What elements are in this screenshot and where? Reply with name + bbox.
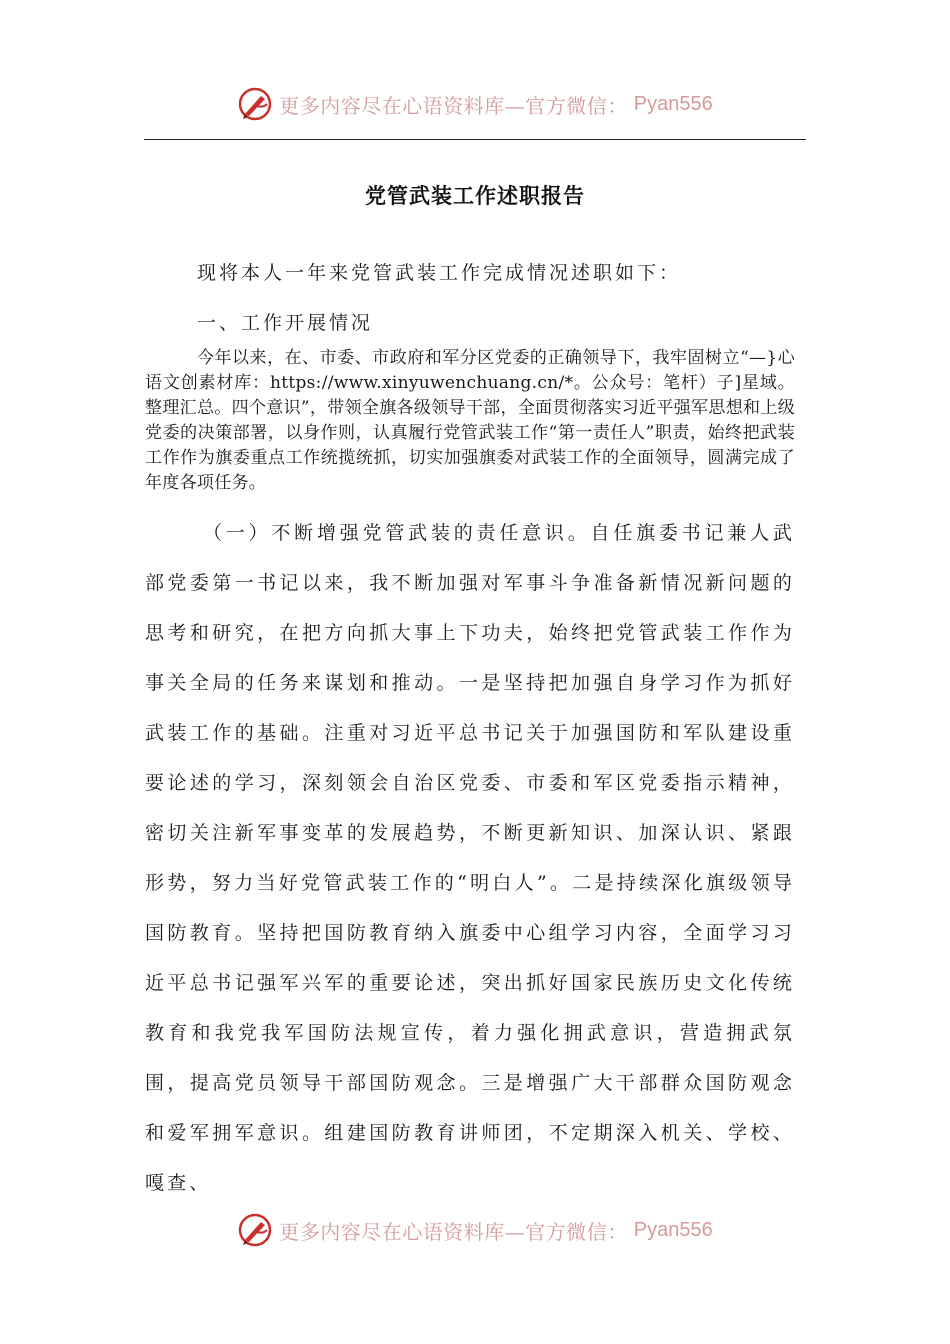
banner-wechat-id: Pyan556 [633, 92, 713, 115]
banner-text: 更多内容尽在心语资料库—官方微信： [279, 1219, 628, 1244]
intro-paragraph: 现将本人一年来党管武装工作完成情况述职如下： [197, 262, 682, 284]
document-title: 党管武装工作述职报告 [365, 183, 585, 208]
header-divider [144, 139, 806, 140]
banner-text: 更多内容尽在心语资料库—官方微信： [279, 93, 628, 118]
body-paragraph-2: （一）不断增强党管武装的责任意识。自任旗委书记兼人武部党委第一书记以来，我不断加强对军事斗争准备新情况新问题的思考和研究，在把方向抓大事上下功夫，始终把党管武装工作作为事关全局的任务来谋划和推动。一是坚持把加强自身学习作为抓好武装工作的基础。注重对习近平总书记关于加强国防和军队建设重要论述的学习，深刻领会自治区党委、市委和军区党委指示精神，密切关注新军事变革的发展趋势，不断更新知识、加深认识、紧跟形势，努力当好党管武装工作的“明白人”。二是持续深化旗级领导国防教育。坚持把国防教育纳入旗委中心组学习内容，全面学习习近平总书记强军兴军的重要论述，突出抓好国家民族历史文化传统教育和我党我军国防法规宣传，着力强化拥武意识，营造拥武氛围，提高党员领导干部国防观念。三是增强广大干部群众国防观念和爱军拥军意识。组建国防教育讲师团，不定期深入机关、学校、嘎查、 [145, 522, 795, 1194]
section-heading: 一、工作开展情况 [197, 312, 374, 334]
pen-logo-icon [237, 1212, 273, 1248]
footer-banner [0, 1208, 950, 1252]
header-banner [0, 82, 950, 126]
pen-logo-icon [237, 86, 273, 122]
body-paragraph-1: 今年以来，在、市委、市政府和军分区党委的正确领导下，我牢固树立“—}心语文创素材库：https://www.xinyuwenchuang.cn/*。公众号：笔杆）子]星域。整理汇总。四个意识”，带领全旗各级领导干部，全面贯彻落实习近平强军思想和上级党委的决策部署，以身作则，认真履行党管武装工作“第一责任人”职责，始终把武装工作作为旗委重点工作统揽统抓，切实加强旗委对武装工作的全面领导，圆满完成了年度各项任务。 [145, 348, 795, 493]
banner-wechat-id: Pyan556 [633, 1218, 713, 1241]
